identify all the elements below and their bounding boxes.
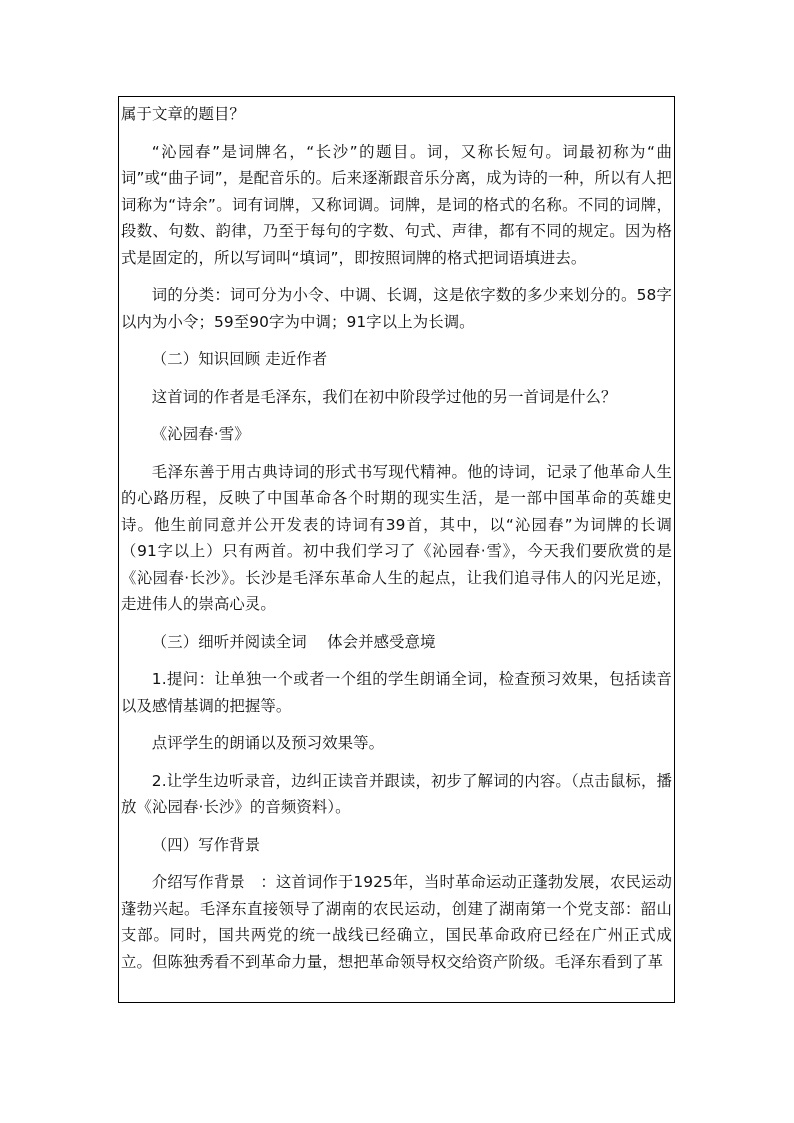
paragraph-comment: 点评学生的朗诵以及预习效果等。 (151, 734, 385, 752)
table-cell-frame (118, 96, 675, 1003)
section-heading-reading: （三）细听并阅读全词 体会并感受意境 (151, 632, 436, 651)
paragraph-question-title: 属于文章的题目？ (121, 105, 245, 123)
section-heading-author-review: （二）知识回顾 走近作者 (151, 350, 328, 368)
section-heading-background: （四）写作背景 (151, 835, 261, 854)
paragraph-author-intro: 毛泽东善于用古典诗词的形式书写现代精神。他的诗词，记录了他革命人生的心路历程，反映了中国革命各个时期的现实生活，是一部中国革命的英雄史诗。他生前同意并公开发表的诗词有39首，其中，以“沁园春”为词牌的长调（91字以上）只有两首。初中我们学习了《沁园春·雪》，今天我们要欣赏的是《沁园春·长沙》。长沙是毛泽东革命人生的起点，让我们追寻伟人的闪光足迹，走进伟人的崇高心灵。 (121, 462, 672, 613)
paragraph-cipai-explanation: “沁园春”是词牌名，“长沙”的题目。词，又称长短句。词最初称为“曲词”或“曲子词”，是配音乐的。后来逐渐跟音乐分离，成为诗的一种，所以有人把词称为“诗余”。词有词牌，又称词调。词牌，是词的格式的名称。不同的词牌，段数、句数、韵律，乃至于每句的字数、句式、声律，都有不同的规定。因为格式是固定的，所以写词叫“填词”，即按照词牌的格式把词语填进去。 (121, 142, 672, 267)
paragraph-background: 介绍写作背景 ：这首词作于1925年，当时革命运动正蓬勃发展，农民运动蓬勃兴起。毛泽东直接领导了湖南的农民运动，创建了湖南第一个党支部：韶山支部。同时，国共两党的统一战线已经确立，国民革命政府已经在广州正式成立。但陈独秀看不到革命力量，想把革命领导权交给资产阶级。毛泽东看到了革 (121, 873, 672, 971)
paragraph-author-question: 这首词的作者是毛泽东，我们在初中阶段学过他的另一首词是什么？ (151, 387, 617, 406)
paragraph-ci-classification: 词的分类：词可分为小令、中调、长调，这是依字数的多少来划分的。58字以内为小令；59至90字为中调；91字以上为长调。 (121, 286, 672, 331)
paragraph-step-2: 2.让学生边听录音，边纠正读音并跟读，初步了解词的内容。（点击鼠标，播放《沁园春·长沙》的音频资料）。 (121, 771, 672, 816)
paragraph-answer-snow: 《沁园春·雪》 (151, 425, 250, 443)
paragraph-step-1: 1.提问：让单独一个或者一个组的学生朗诵全词，检查预习效果，包括读音以及感情基调的把握等。 (121, 670, 672, 715)
document-body (119, 101, 674, 986)
